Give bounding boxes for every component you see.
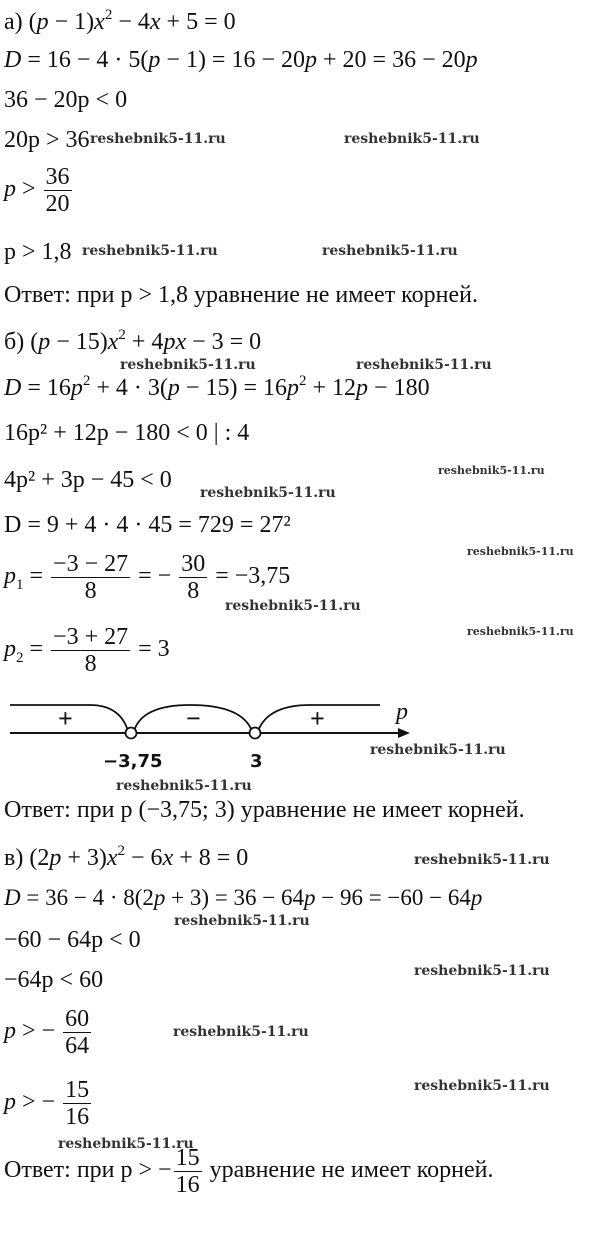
part-b-answer: Ответ: при p (−3,75; 3) уравнение не имеет корней. bbox=[4, 797, 525, 823]
axis-point-2: 3 bbox=[250, 751, 263, 772]
part-b-disc2: D = 9 + 4 · 4 · 45 = 729 = 27² bbox=[4, 512, 291, 538]
sign-plus-left: + bbox=[58, 704, 73, 733]
axis-variable: p bbox=[396, 699, 408, 725]
part-c-ineq2: −64p < 60 bbox=[4, 967, 104, 993]
watermark: reshebnik5-11.ru bbox=[116, 778, 252, 794]
watermark: reshebnik5-11.ru bbox=[322, 243, 458, 259]
part-b-ineq1: 16p² + 12p − 180 < 0 | : 4 bbox=[4, 420, 250, 446]
watermark: reshebnik5-11.ru bbox=[200, 485, 336, 501]
watermark: reshebnik5-11.ru bbox=[120, 357, 256, 373]
part-c-answer: Ответ: при p > − $\frac{15}{16}$ уравнение не имеет корней. bbox=[4, 1145, 494, 1198]
part-a-result: p > 1,8 bbox=[4, 239, 72, 265]
watermark: reshebnik5-11.ru bbox=[174, 913, 310, 929]
part-a-ineq2: 20p > 36 bbox=[4, 127, 90, 153]
watermark: reshebnik5-11.ru bbox=[467, 625, 574, 638]
watermark: reshebnik5-11.ru bbox=[414, 852, 550, 868]
part-a-equation: а) $(p - 1)x^2 - 4x + 5 = 0$ bbox=[4, 7, 236, 35]
watermark: reshebnik5-11.ru bbox=[344, 131, 480, 147]
part-b-p1: $p_1$ = $\frac{-3 - 27}{8}$ = − $\frac{30}{8}$ = −3,75 bbox=[4, 551, 291, 604]
part-c-equation: в) $(2p + 3)x^2 - 6x + 8 = 0$ bbox=[4, 843, 249, 871]
sign-plus-right: + bbox=[310, 704, 325, 733]
watermark: reshebnik5-11.ru bbox=[58, 1136, 194, 1152]
watermark: reshebnik5-11.ru bbox=[356, 357, 492, 373]
part-c-fraction-1: p > − $\frac{60}{64}$ bbox=[4, 1006, 90, 1059]
part-a-fraction: p > $\frac{36}{20}$ bbox=[4, 164, 70, 217]
watermark: reshebnik5-11.ru bbox=[438, 464, 545, 477]
watermark: reshebnik5-11.ru bbox=[82, 243, 218, 259]
watermark: reshebnik5-11.ru bbox=[467, 545, 574, 558]
part-b-discriminant: $D = 16p^2 + 4 \cdot 3(p - 15) = 16p^2 + 12p - 180$ bbox=[4, 373, 430, 401]
sign-minus: − bbox=[186, 704, 201, 733]
watermark: reshebnik5-11.ru bbox=[414, 963, 550, 979]
part-b-ineq2: 4p² + 3p − 45 < 0 bbox=[4, 467, 172, 493]
part-b-p2: $p_2$ = $\frac{-3 + 27}{8}$ = 3 bbox=[4, 624, 170, 677]
part-c-discriminant: D = 36 − 4 · 8(2p + 3) = 36 − 64p − 96 = −60 − 64p bbox=[4, 885, 483, 910]
part-b-equation: б) $(p - 15)x^2 + 4px - 3 = 0$ bbox=[4, 327, 262, 355]
watermark: reshebnik5-11.ru bbox=[414, 1078, 550, 1094]
part-c-ineq1: −60 − 64p < 0 bbox=[4, 927, 141, 953]
part-a-ineq1: 36 − 20p < 0 bbox=[4, 87, 128, 113]
watermark: reshebnik5-11.ru bbox=[90, 131, 226, 147]
watermark: reshebnik5-11.ru bbox=[370, 742, 506, 758]
watermark: reshebnik5-11.ru bbox=[173, 1024, 309, 1040]
part-c-fraction-2: p > − $\frac{15}{16}$ bbox=[4, 1077, 90, 1130]
watermark: reshebnik5-11.ru bbox=[225, 598, 361, 614]
axis-point-1: −3,75 bbox=[103, 751, 163, 772]
part-a-answer: Ответ: при p > 1,8 уравнение не имеет корней. bbox=[4, 282, 478, 308]
part-a-discriminant: D = 16 − 4 · 5(p − 1) = 16 − 20p + 20 = 36 − 20p bbox=[4, 47, 478, 73]
